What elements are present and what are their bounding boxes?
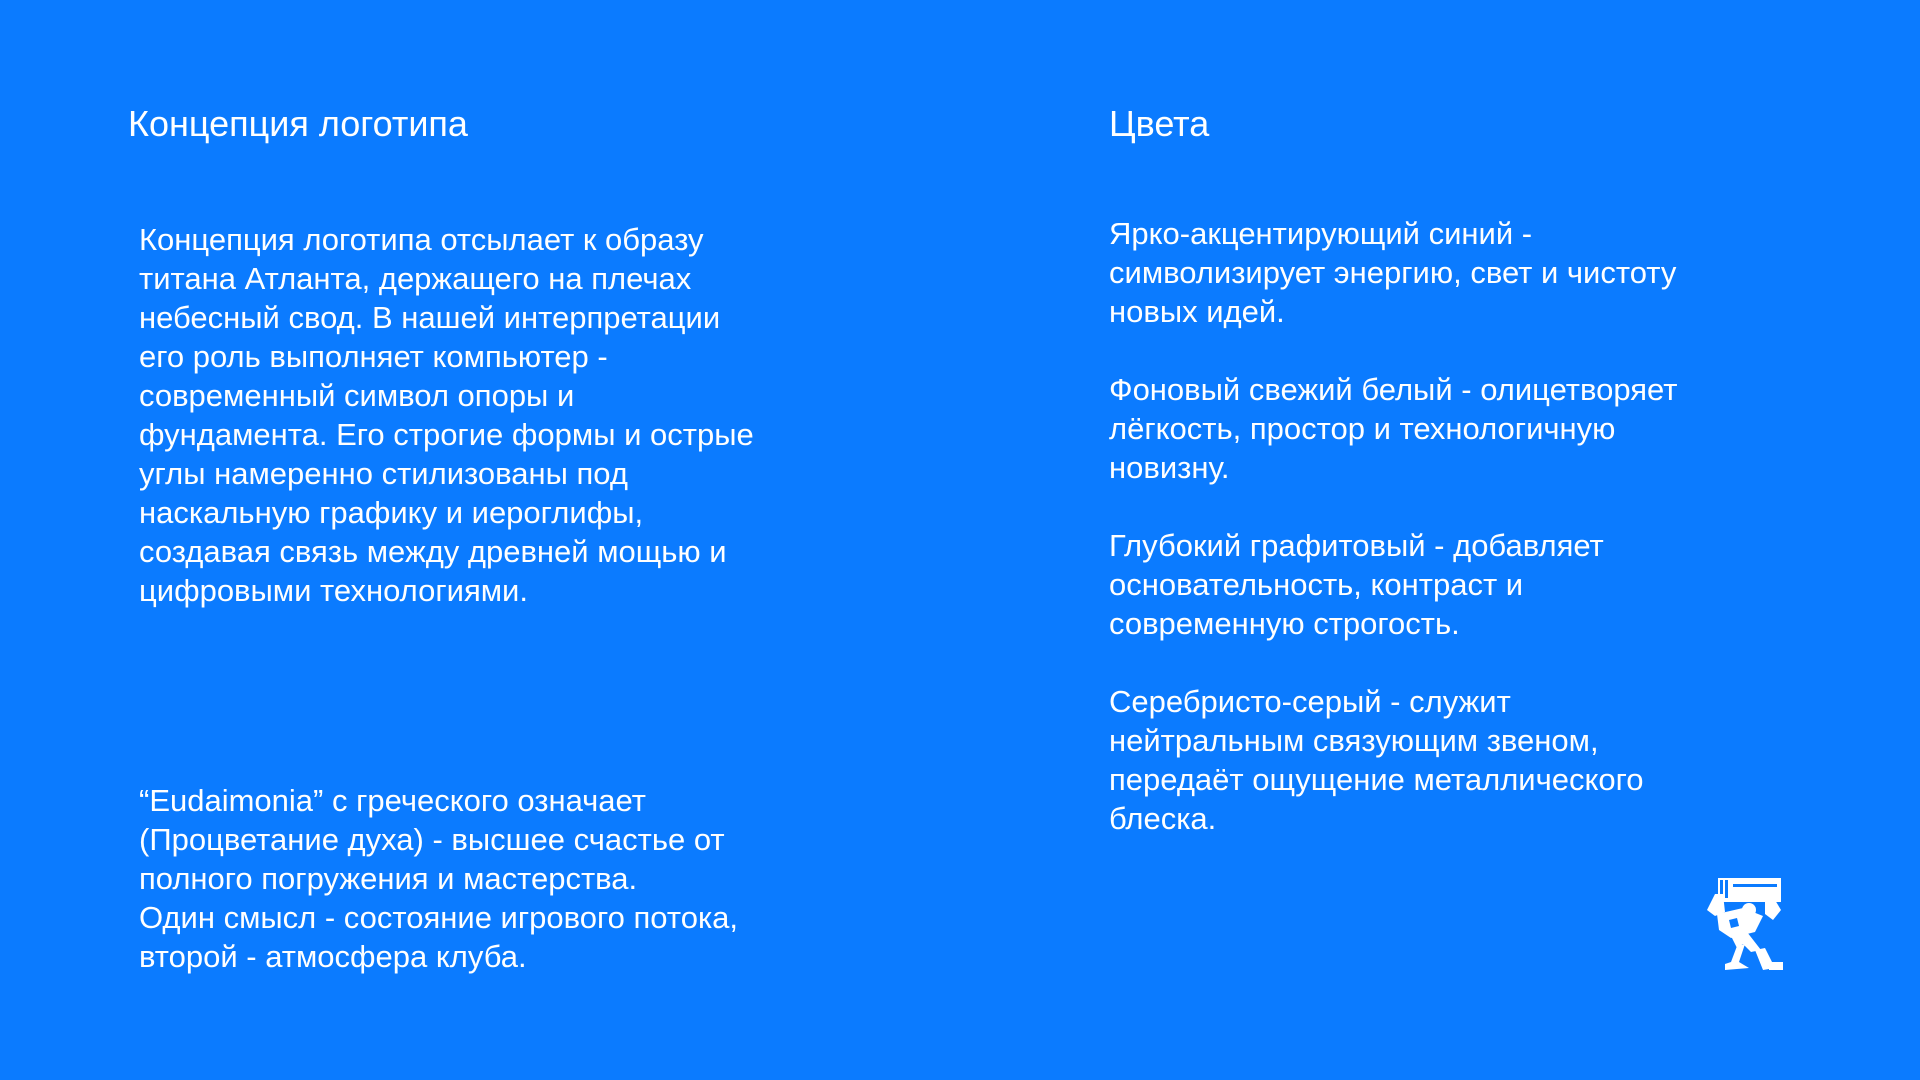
concept-line: Концепция логотипа отсылает к образу [139, 222, 704, 257]
color-line: современную строгость. [1109, 606, 1460, 641]
color-line: новых идей. [1109, 294, 1285, 329]
concept-line: небесный свод. В нашей интерпретации [139, 300, 721, 335]
concept-line: наскальную графику и иероглифы, [139, 495, 644, 530]
concept-line: его роль выполняет компьютер - [139, 339, 608, 374]
concept-paragraph [139, 220, 754, 610]
meaning-line: (Процветание духа) - высшее счастье от [139, 822, 725, 857]
meaning-line: Один смысл - состояние игрового потока, [139, 900, 739, 935]
color-line: передаёт ощущение металлического [1109, 762, 1644, 797]
concept-line: углы намеренно стилизованы под [139, 456, 628, 491]
concept-line: современный символ опоры и [139, 378, 575, 413]
color-block-graphite [1109, 526, 1677, 643]
concept-line: цифровыми технологиями. [139, 573, 528, 608]
color-descriptions [1109, 214, 1677, 877]
atlas-computer-logo-icon [1703, 876, 1785, 972]
color-line: Фоновый свежий белый - олицетворяет [1109, 372, 1678, 407]
name-meaning-paragraph [139, 781, 738, 976]
concept-line: создавая связь между древней мощью и [139, 534, 727, 569]
section-heading-logo-concept: Концепция логотипа [128, 103, 468, 144]
meaning-line: полного погружения и мастерства. [139, 861, 638, 896]
color-line: лёгкость, простор и технологичную [1109, 411, 1616, 446]
section-heading-colors: Цвета [1109, 103, 1210, 144]
meaning-line: второй - атмосфера клуба. [139, 939, 527, 974]
color-line: новизну. [1109, 450, 1230, 485]
concept-line: титана Атланта, держащего на плечах [139, 261, 692, 296]
color-block-blue [1109, 214, 1677, 331]
concept-line: фундамента. Его строгие формы и острые [139, 417, 754, 452]
meaning-line: “Eudaimonia” с греческого означает [139, 783, 646, 818]
color-line: Серебристо-серый - служит [1109, 684, 1511, 719]
color-line: символизирует энергию, свет и чистоту [1109, 255, 1677, 290]
color-line: основательность, контраст и [1109, 567, 1524, 602]
color-block-silver [1109, 682, 1677, 838]
color-line: Глубокий графитовый - добавляет [1109, 528, 1604, 563]
color-line: Ярко-акцентирующий синий - [1109, 216, 1533, 251]
color-line: блеска. [1109, 801, 1217, 836]
color-line: нейтральным связующим звеном, [1109, 723, 1599, 758]
color-block-white [1109, 370, 1677, 487]
